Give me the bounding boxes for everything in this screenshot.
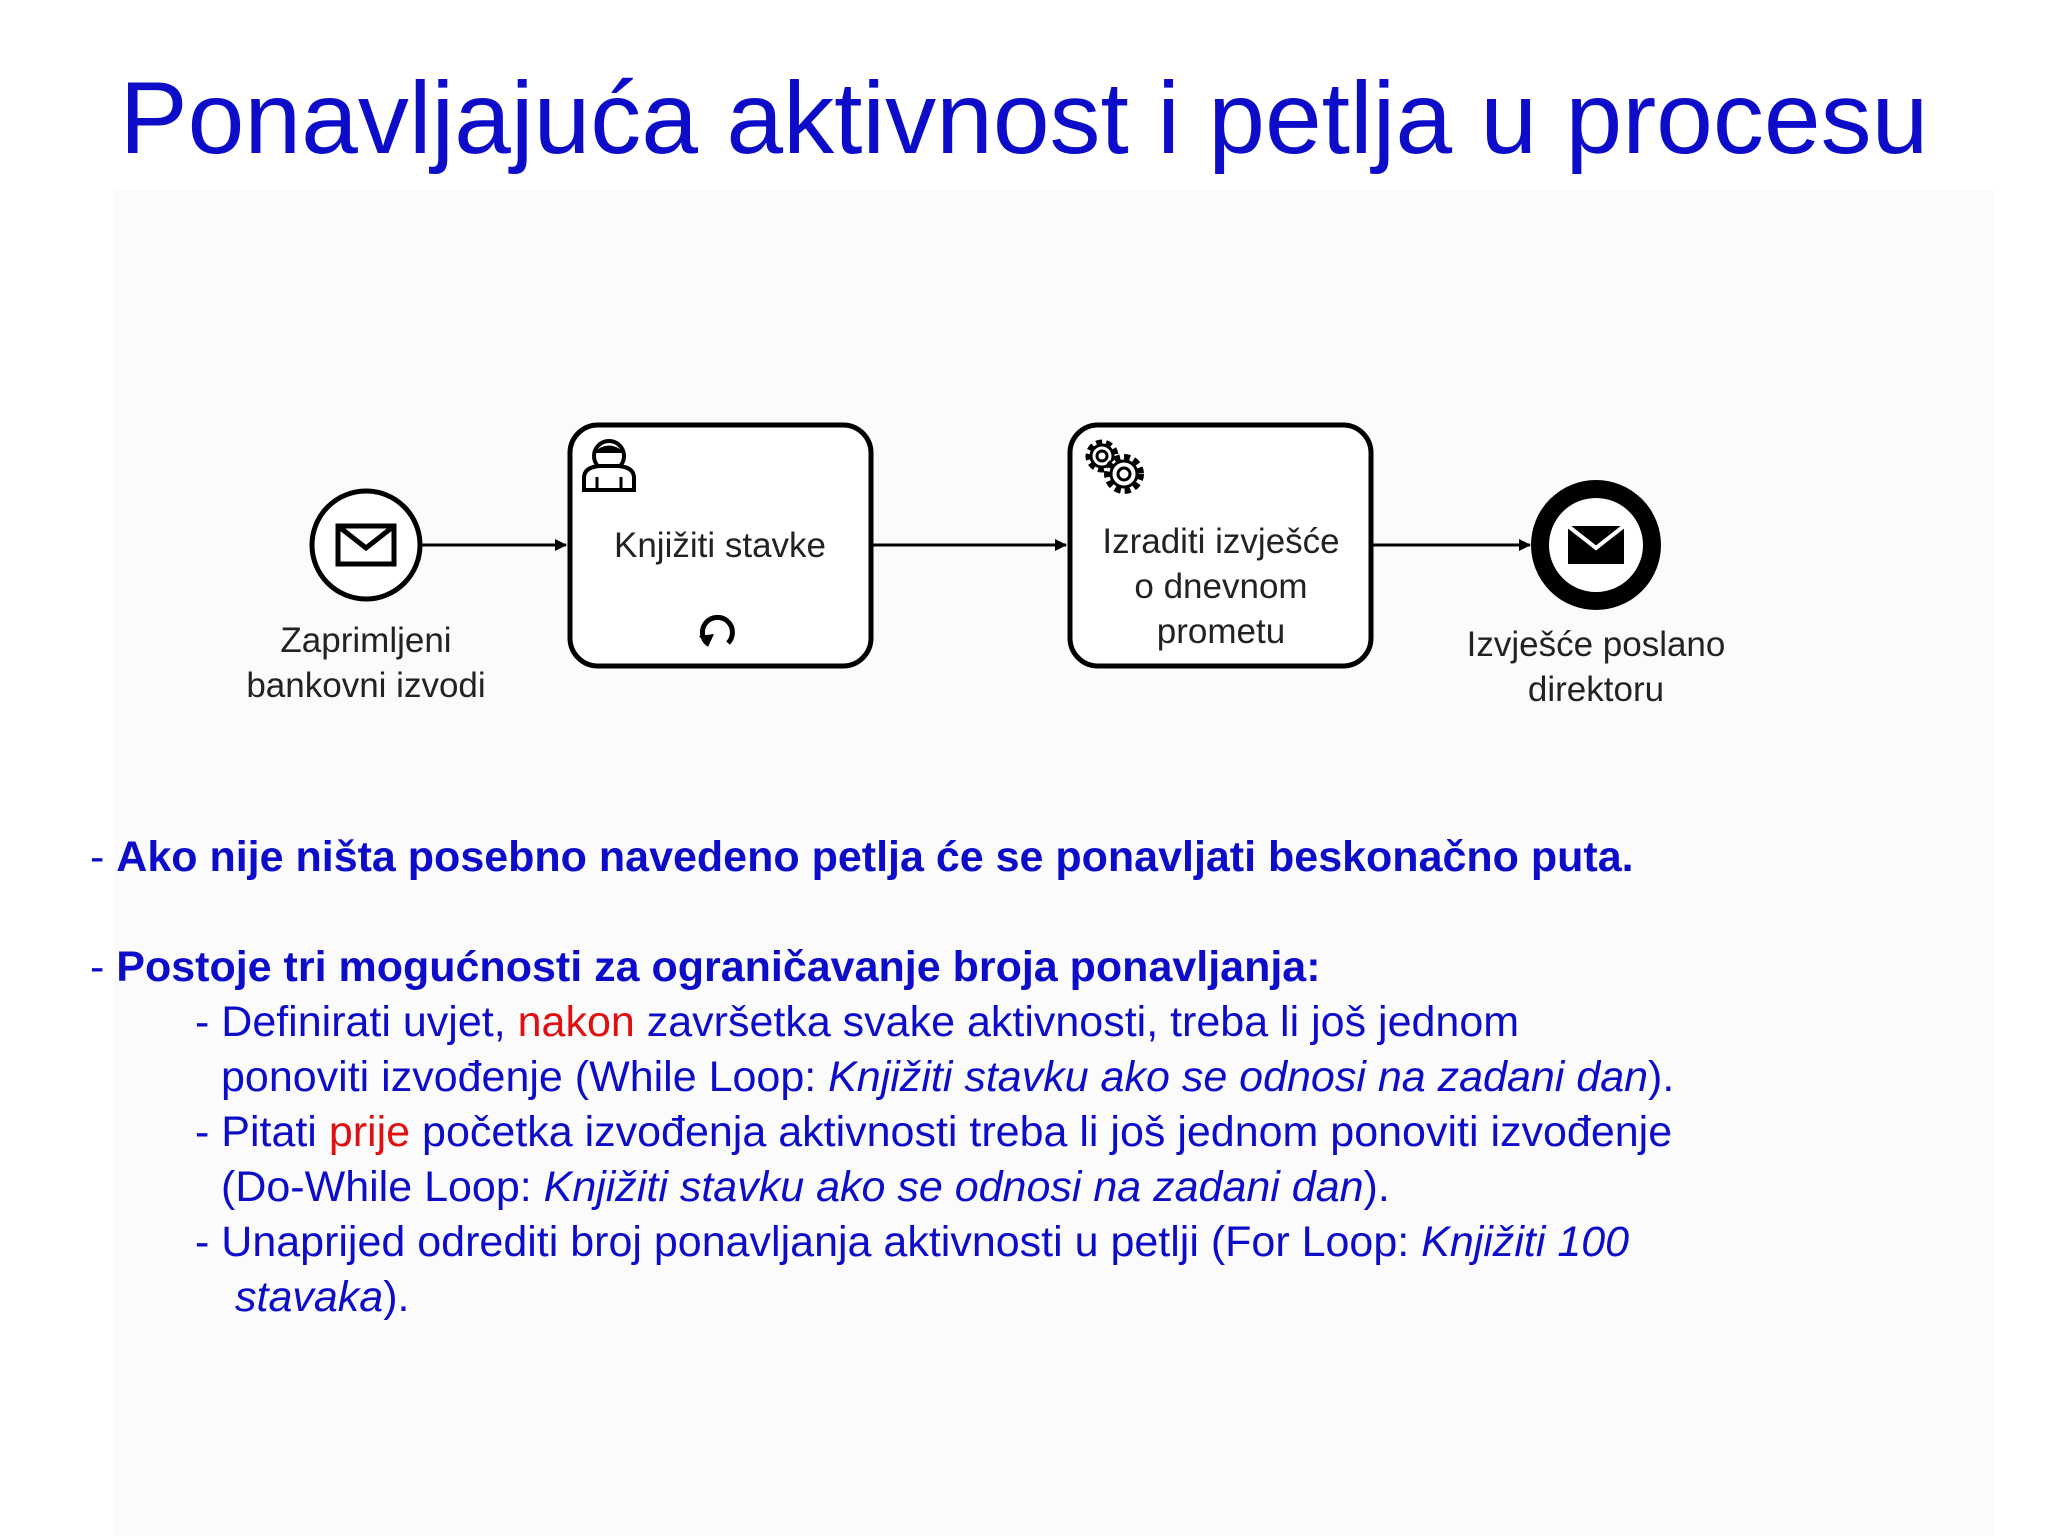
start-event-label: Zaprimljeni — [280, 621, 452, 660]
task-izraditi-izvjesce[interactable] — [1070, 425, 1371, 666]
sub-bullet-1-cont: ponoviti izvođenje (While Loop: Knjižiti stavku ako se odnosi na zadani dan). — [221, 1053, 1675, 1101]
start-event-label: bankovni izvodi — [246, 666, 486, 705]
end-event-label: direktoru — [1527, 670, 1665, 709]
sub-bullet-2: - Pitati prije početka izvođenja aktivnosti treba li još jednom ponoviti izvođenje — [195, 1108, 1673, 1156]
bullet-1 — [90, 830, 1990, 885]
task-label: prometu — [1156, 612, 1286, 651]
sub-bullet-3: - Unaprijed odrediti broj ponavljanja aktivnosti u petlji (For Loop: Knjižiti 100 — [195, 1218, 1630, 1266]
bullet-dash: - — [90, 943, 117, 991]
bullet-dash: - — [90, 833, 117, 881]
highlight-nakon: nakon — [517, 998, 635, 1046]
highlight-prije: prije — [328, 1108, 411, 1156]
envelope-icon — [338, 526, 394, 564]
envelope-filled-icon — [1568, 526, 1624, 564]
end-event-label: Izvješće poslano — [1466, 625, 1726, 664]
start-event[interactable] — [312, 491, 420, 599]
sub-bullet-3-cont: stavaka). — [235, 1273, 410, 1321]
sub-bullet-2-cont: (Do-While Loop: Knjižiti stavku ako se odnosi na zadani dan). — [221, 1163, 1390, 1211]
bullet-2 — [90, 940, 1990, 995]
end-event[interactable] — [1540, 489, 1652, 601]
task-label: Knjižiti stavke — [613, 526, 827, 565]
task-label: o dnevnom — [1134, 567, 1308, 606]
page-title: Ponavljajuća aktivnost i petlja u procesu — [119, 61, 1929, 175]
bullet-text: Postoje tri mogućnosti za ograničavanje broja ponavljanja: — [116, 943, 1321, 991]
bullet-list — [90, 830, 1990, 1325]
task-label: Izraditi izvješće — [1102, 522, 1340, 561]
bullet-text: Ako nije ništa posebno navedeno petlja će se ponavljati beskonačno puta. — [116, 833, 1634, 881]
task-knjiziti-stavke[interactable] — [570, 425, 871, 666]
sub-bullet-1: - Definirati uvjet, nakon završetka svake aktivnosti, treba li još jednom — [195, 998, 1520, 1046]
